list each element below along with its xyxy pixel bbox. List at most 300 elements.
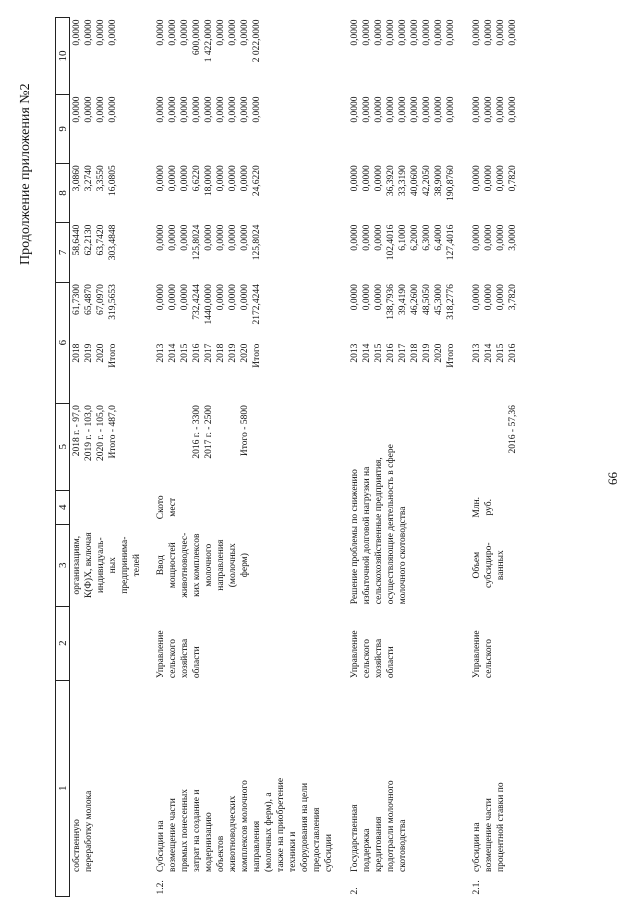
cell-line: 0,0000 [168, 165, 178, 192]
cell-line: 0,0000 [398, 19, 408, 46]
cell-line: осуществляющие деятельность в сфере [386, 444, 396, 605]
row-number-cell [70, 874, 145, 897]
cell-line: 0,0000 [156, 96, 166, 123]
cell-line: 0,0000 [216, 284, 226, 311]
cell-line: 2020 [240, 343, 250, 363]
cell-line: 2019 [422, 343, 432, 363]
cell-line: 0,0000 [472, 165, 482, 192]
cell-line: 2015 [180, 343, 190, 363]
cell-line: 2017 г. - 2500 [204, 405, 214, 459]
cell-line: 0,0000 [496, 165, 506, 192]
cell-line: 0,0000 [508, 96, 518, 123]
regional-funding-cell [70, 163, 145, 222]
column-header: 3 [56, 524, 70, 606]
cell-line: 2016 г. - 3300 [192, 405, 202, 459]
cell-line: 38,9000 [434, 165, 444, 197]
cell-line: 2015 [374, 343, 384, 363]
cell-line: 40,0600 [410, 165, 420, 197]
extra-funding-cell [470, 18, 520, 95]
cell-line: телей [132, 554, 142, 577]
cell-line: 65,4870 [84, 284, 94, 316]
column-header: 1 [56, 680, 70, 896]
cell-line: 0,0000 [108, 19, 118, 46]
cell-line: Управление [156, 630, 166, 679]
cell-line: 62,2130 [84, 224, 94, 256]
cell-line: скотоводства [398, 819, 408, 872]
year-cell [154, 342, 336, 404]
cell-line: 0,0000 [84, 19, 94, 46]
year-cell [348, 342, 458, 404]
cell-line: поддержка [362, 828, 372, 872]
regional-funding-cell [154, 163, 336, 222]
row-number-cell: 2.1. [472, 880, 482, 895]
cell-line: подотрасли молочного [386, 780, 396, 872]
cell-line: 0,0000 [96, 19, 106, 46]
cell-line: 0,0000 [374, 165, 384, 192]
column-header: 2 [56, 606, 70, 680]
cell-line: 0,7820 [508, 165, 518, 192]
cell-line: (молочных [228, 543, 238, 588]
indicator-value-cell [70, 403, 145, 490]
cell-line: 0,0000 [168, 19, 178, 46]
column-header: 7 [56, 223, 70, 282]
cell-line: 24,6220 [252, 165, 262, 197]
cell-line: 0,0000 [216, 19, 226, 46]
row-spacer [336, 18, 348, 897]
cell-line: 0,0000 [410, 19, 420, 46]
cell-line: оборудования на цели [300, 782, 310, 872]
cell-line: 0,0000 [204, 96, 214, 123]
cell-line: 2020 [96, 343, 106, 363]
cell-line: 0,0000 [228, 224, 238, 251]
row-spacer [458, 18, 470, 897]
cell-line: 3,0860 [72, 165, 82, 192]
cell-line: 2013 [472, 343, 482, 363]
cell-line: 127,4016 [446, 224, 456, 261]
cell-line: 18,0000 [204, 165, 214, 197]
cell-line: 2015 [496, 343, 506, 363]
cell-line: мощностей [168, 542, 178, 589]
cell-line: Итого - 5800 [240, 405, 250, 457]
cell-line: 6,4000 [434, 224, 444, 251]
cell-line: направления [216, 539, 226, 591]
federal-funding-cell [70, 223, 145, 282]
table-row [470, 18, 520, 897]
cell-line: 0,0000 [508, 19, 518, 46]
cell-line: Итого [252, 343, 262, 368]
cell-line: кредитования [374, 816, 384, 872]
local-funding-cell [348, 94, 458, 163]
cell-line: 2016 [508, 343, 518, 363]
cell-line: возмещение части [484, 798, 494, 872]
event-name-cell [70, 680, 145, 874]
regional-funding-cell [470, 163, 520, 222]
cell-line: сельского [362, 638, 372, 679]
cell-line: 33,3190 [398, 165, 408, 197]
cell-line: 6,6220 [192, 165, 202, 192]
table-row [348, 18, 458, 897]
cell-line: 0,0000 [228, 19, 238, 46]
local-funding-cell [470, 94, 520, 163]
cell-line: хозяйства [374, 638, 384, 679]
cell-line: животноводчес- [180, 532, 190, 598]
cell-line: 0,0000 [362, 19, 372, 46]
federal-funding-cell [348, 223, 458, 282]
cell-line: 0,0000 [240, 224, 250, 251]
executor-cell [70, 606, 145, 680]
cell-line: 2020 [434, 343, 444, 363]
cell-line: Государственная [350, 804, 360, 872]
cell-line: 2018 г. - 97,0 [72, 405, 82, 457]
cell-line: 1440,0000 [204, 284, 214, 325]
cell-line: 0,0000 [484, 284, 494, 311]
cell-line: Итого - 487,0 [108, 405, 118, 459]
cell-line: 16,0805 [108, 165, 118, 197]
cell-line [495, 405, 507, 488]
cell-line: Млн. [472, 496, 482, 518]
cell-line: 0,0000 [180, 284, 190, 311]
cell-line: 0,0000 [362, 284, 372, 311]
cell-line: 2017 [398, 343, 408, 363]
cell-line: 2172,4244 [252, 284, 262, 325]
cell-line: 0,0000 [72, 96, 82, 123]
cell-line: 0,0000 [180, 96, 190, 123]
cell-line: Ввод [156, 555, 166, 576]
cell-line [483, 405, 495, 488]
cell-line: Итого [446, 343, 456, 368]
column-header: 5 [56, 403, 70, 490]
page-title: Продолжение приложения №2 [18, 83, 33, 265]
cell-line: процентной ставки по [496, 782, 506, 872]
cell-line: комплексов молочного [240, 780, 250, 872]
cell-line: техники и [288, 831, 298, 872]
cell-line: предоставления [312, 807, 322, 872]
cell-line: 46,2600 [410, 284, 420, 316]
cell-line: 0,0000 [84, 96, 94, 123]
total-funding-cell [70, 282, 145, 341]
cell-line: 0,0000 [410, 96, 420, 123]
cell-line: 600,0000 [192, 19, 202, 56]
cell-line: Решение проблемы по снижению [350, 469, 360, 605]
extra-funding-cell [154, 18, 336, 95]
cell-line: 0,0000 [496, 284, 506, 311]
cell-line: 0,0000 [362, 165, 372, 192]
cell-line: 102,4016 [386, 224, 396, 261]
cell-line: 0,0000 [72, 19, 82, 46]
cell-line: предпринима- [120, 536, 130, 594]
cell-line: мест [168, 497, 178, 517]
cell-line: 2016 - 57,36 [508, 405, 518, 454]
column-header: 6 [56, 282, 70, 403]
cell-line: 0,0000 [228, 96, 238, 123]
column-header: 4 [56, 490, 70, 524]
cell-line: 2013 [350, 343, 360, 363]
cell-line: 2017 [204, 343, 214, 363]
cell-line: (молочных ферм), а [264, 792, 274, 872]
cell-line: 0,0000 [496, 96, 506, 123]
cell-line: 2 022,0000 [252, 19, 262, 63]
cell-line: 67,0970 [96, 284, 106, 316]
cell-line: 2014 [168, 343, 178, 363]
cell-line: субсидии [324, 834, 334, 872]
cell-line: субсидиро- [484, 542, 494, 588]
cell-line: Объем [472, 551, 482, 579]
cell-line: руб. [484, 499, 494, 516]
cell-line: 0,0000 [374, 224, 384, 251]
cell-line: 0,0000 [484, 224, 494, 251]
cell-line: 0,0000 [168, 284, 178, 311]
cell-line: 125,8024 [192, 224, 202, 261]
cell-line: 0,0000 [240, 96, 250, 123]
cell-line: 0,0000 [374, 96, 384, 123]
cell-line: также на приобретение [276, 777, 286, 872]
cell-line: 0,0000 [496, 224, 506, 251]
cell-line: 2020 г. - 105,0 [96, 405, 106, 462]
cell-line: Управление [472, 630, 482, 679]
page-number: 66 [605, 472, 620, 485]
local-funding-cell [154, 94, 336, 163]
cell-line: 318,2776 [446, 284, 456, 320]
total-funding-cell [154, 282, 336, 341]
cell-line: Субсидии на [156, 820, 166, 872]
cell-line: 2016 [192, 343, 202, 363]
cell-line: 732,4244 [192, 284, 202, 320]
cell-line: 0,0000 [168, 96, 178, 123]
cell-line: 0,0000 [362, 224, 372, 251]
cell-line: 2019 [84, 343, 94, 363]
cell-line: сельскохозяйственные предприятия, [374, 457, 384, 605]
cell-line [167, 405, 179, 488]
cell-line: 0,0000 [156, 19, 166, 46]
cell-line: 0,0000 [484, 96, 494, 123]
cell-line: 2018 [410, 343, 420, 363]
cell-line: 0,0000 [422, 19, 432, 46]
unit-cell [154, 490, 336, 524]
cell-line: прямых понесенных [180, 788, 190, 872]
total-funding-cell [470, 282, 520, 341]
executor-cell [470, 606, 520, 680]
cell-line: 0,0000 [108, 96, 118, 123]
cell-line: 2018 [72, 343, 82, 363]
cell-line: молочного [204, 543, 214, 587]
cell-line: 2013 [156, 343, 166, 363]
cell-line: 3,0000 [508, 224, 518, 251]
cell-line: 125,8024 [252, 224, 262, 261]
cell-line: 58,6440 [72, 224, 82, 256]
cell-line: области [386, 646, 396, 679]
cell-line: 2016 [386, 343, 396, 363]
cell-line: возмещение части [168, 798, 178, 872]
column-header: 9 [56, 94, 70, 163]
cell-line: 0,0000 [156, 224, 166, 251]
cell-line: 0,0000 [472, 96, 482, 123]
column-number-row [56, 18, 70, 897]
cell-line: хозяйства [180, 638, 190, 679]
executor-cell [348, 606, 458, 680]
cell-line: собственную [72, 819, 82, 872]
cell-line: 0,0000 [216, 165, 226, 192]
federal-funding-cell [154, 223, 336, 282]
cell-line: Итого [108, 343, 118, 368]
table-row [70, 18, 145, 897]
cell-line: 0,0000 [216, 224, 226, 251]
cell-line: переработку молока [84, 790, 94, 872]
cell-line [155, 405, 167, 488]
cell-line: 45,3000 [434, 284, 444, 316]
cell-line: 36,3920 [386, 165, 396, 197]
cell-line: 0,0000 [180, 19, 190, 46]
total-funding-cell [348, 282, 458, 341]
cell-line: животноводческих [228, 795, 238, 872]
cell-line: 0,0000 [496, 19, 506, 46]
cell-line: 48,5050 [422, 284, 432, 316]
cell-line: 2019 [228, 343, 238, 363]
cell-line: сельского [168, 638, 178, 679]
cell-line: ных [108, 557, 118, 574]
table-row [154, 18, 336, 897]
cell-line: 0,0000 [446, 19, 456, 46]
cell-line: 0,0000 [96, 96, 106, 123]
cell-line: 0,0000 [156, 165, 166, 192]
cell-line [471, 405, 483, 488]
indicator-value-cell [470, 403, 520, 490]
cell-line: 0,0000 [472, 224, 482, 251]
cell-line: 3,7820 [508, 284, 518, 311]
cell-line [227, 405, 239, 488]
cell-line: 3,3550 [96, 165, 106, 192]
unit-cell [470, 490, 520, 524]
cell-line: молочного скотоводства [398, 506, 408, 605]
row-spacer [144, 18, 154, 897]
cell-line: 63,7420 [96, 224, 106, 256]
cell-line: сельского [484, 638, 494, 679]
cell-line: Ското [156, 495, 166, 520]
cell-line: К(Ф)Х, включая [84, 532, 94, 599]
regional-funding-cell [348, 163, 458, 222]
cell-line: 190,8760 [446, 165, 456, 201]
cell-line: ванных [496, 550, 506, 581]
cell-line: 42,2050 [422, 165, 432, 197]
cell-line: 0,0000 [252, 96, 262, 123]
cell-line: 0,0000 [204, 224, 214, 251]
cell-line: 319,5653 [108, 284, 118, 320]
cell-line: 0,0000 [434, 96, 444, 123]
event-name-cell [154, 680, 336, 874]
table-body [70, 18, 521, 897]
extra-funding-cell [70, 18, 145, 95]
cell-line: объектов [216, 835, 226, 872]
cell-line: 303,4848 [108, 224, 118, 261]
row-number-cell: 2. [350, 887, 360, 895]
cell-line: 0,0000 [180, 224, 190, 251]
cell-line: области [192, 646, 202, 679]
cell-line: ферм) [240, 553, 250, 578]
cell-line: 3,2740 [84, 165, 94, 192]
row-number-cell: 1.2. [156, 880, 166, 895]
column-header: 8 [56, 163, 70, 222]
cell-line: 0,0000 [350, 284, 360, 311]
cell-line: 0,0000 [240, 19, 250, 46]
cell-line: 0,0000 [386, 96, 396, 123]
cell-line: 61,7300 [72, 284, 82, 316]
cell-line: 0,0000 [484, 19, 494, 46]
cell-line: затрат на создание и [192, 789, 202, 872]
cell-line: 1 422,0000 [204, 19, 214, 63]
cell-line: 0,0000 [374, 19, 384, 46]
cell-line: 0,0000 [180, 165, 190, 192]
indicator-cell [70, 524, 145, 606]
cell-line: 0,0000 [398, 96, 408, 123]
extra-funding-cell [348, 18, 458, 95]
indicator-cell [470, 524, 520, 606]
cell-line: 2014 [484, 343, 494, 363]
cell-line: 0,0000 [350, 224, 360, 251]
cell-line: 0,0000 [228, 284, 238, 311]
cell-line: 6,1000 [398, 224, 408, 251]
cell-line: 0,0000 [168, 224, 178, 251]
cell-line: 0,0000 [374, 284, 384, 311]
cell-line: 0,0000 [228, 165, 238, 192]
unit-cell [70, 490, 145, 524]
cell-line: 6,3000 [422, 224, 432, 251]
cell-line: 0,0000 [216, 96, 226, 123]
cell-line: 0,0000 [472, 19, 482, 46]
year-cell [470, 342, 520, 404]
indicator-cell [348, 444, 458, 606]
cell-line: 0,0000 [350, 19, 360, 46]
indicator-cell [154, 524, 336, 606]
cell-line: 0,0000 [386, 19, 396, 46]
cell-line: организациям, [72, 535, 82, 595]
event-name-cell [470, 680, 520, 874]
cell-line: 0,0000 [484, 165, 494, 192]
cell-line: 0,0000 [434, 19, 444, 46]
cell-line: 2014 [362, 343, 372, 363]
cell-line: 0,0000 [350, 165, 360, 192]
cell-line: субсидии на [472, 822, 482, 872]
indicator-value-cell [154, 403, 336, 490]
cell-line [215, 405, 227, 488]
cell-line: 0,0000 [472, 284, 482, 311]
cell-line: модернизацию [204, 812, 214, 872]
federal-funding-cell [470, 223, 520, 282]
cell-line [179, 405, 191, 488]
cell-line: 2018 [216, 343, 226, 363]
cell-line: 138,7936 [386, 284, 396, 320]
executor-cell [154, 606, 336, 680]
cell-line: 0,0000 [362, 96, 372, 123]
cell-line: 0,0000 [156, 284, 166, 311]
column-header: 10 [56, 18, 70, 95]
cell-line: 0,0000 [350, 96, 360, 123]
cell-line: 0,0000 [422, 96, 432, 123]
cell-line: направления [252, 820, 262, 872]
year-cell [70, 342, 145, 404]
program-table [55, 17, 520, 897]
local-funding-cell [70, 94, 145, 163]
cell-line: индивидуаль- [96, 537, 106, 594]
cell-line: избыточной долговой нагрузки на [362, 466, 372, 605]
event-name-cell [348, 680, 458, 874]
cell-line: 0,0000 [240, 284, 250, 311]
cell-line: Управление [350, 630, 360, 679]
cell-line: 2019 г. - 103,0 [84, 405, 94, 462]
cell-line: 0,0000 [240, 165, 250, 192]
cell-line: ких комплексов [192, 533, 202, 597]
cell-line: 39,4190 [398, 284, 408, 316]
cell-line: 6,2000 [410, 224, 420, 251]
cell-line: 0,0000 [192, 96, 202, 123]
